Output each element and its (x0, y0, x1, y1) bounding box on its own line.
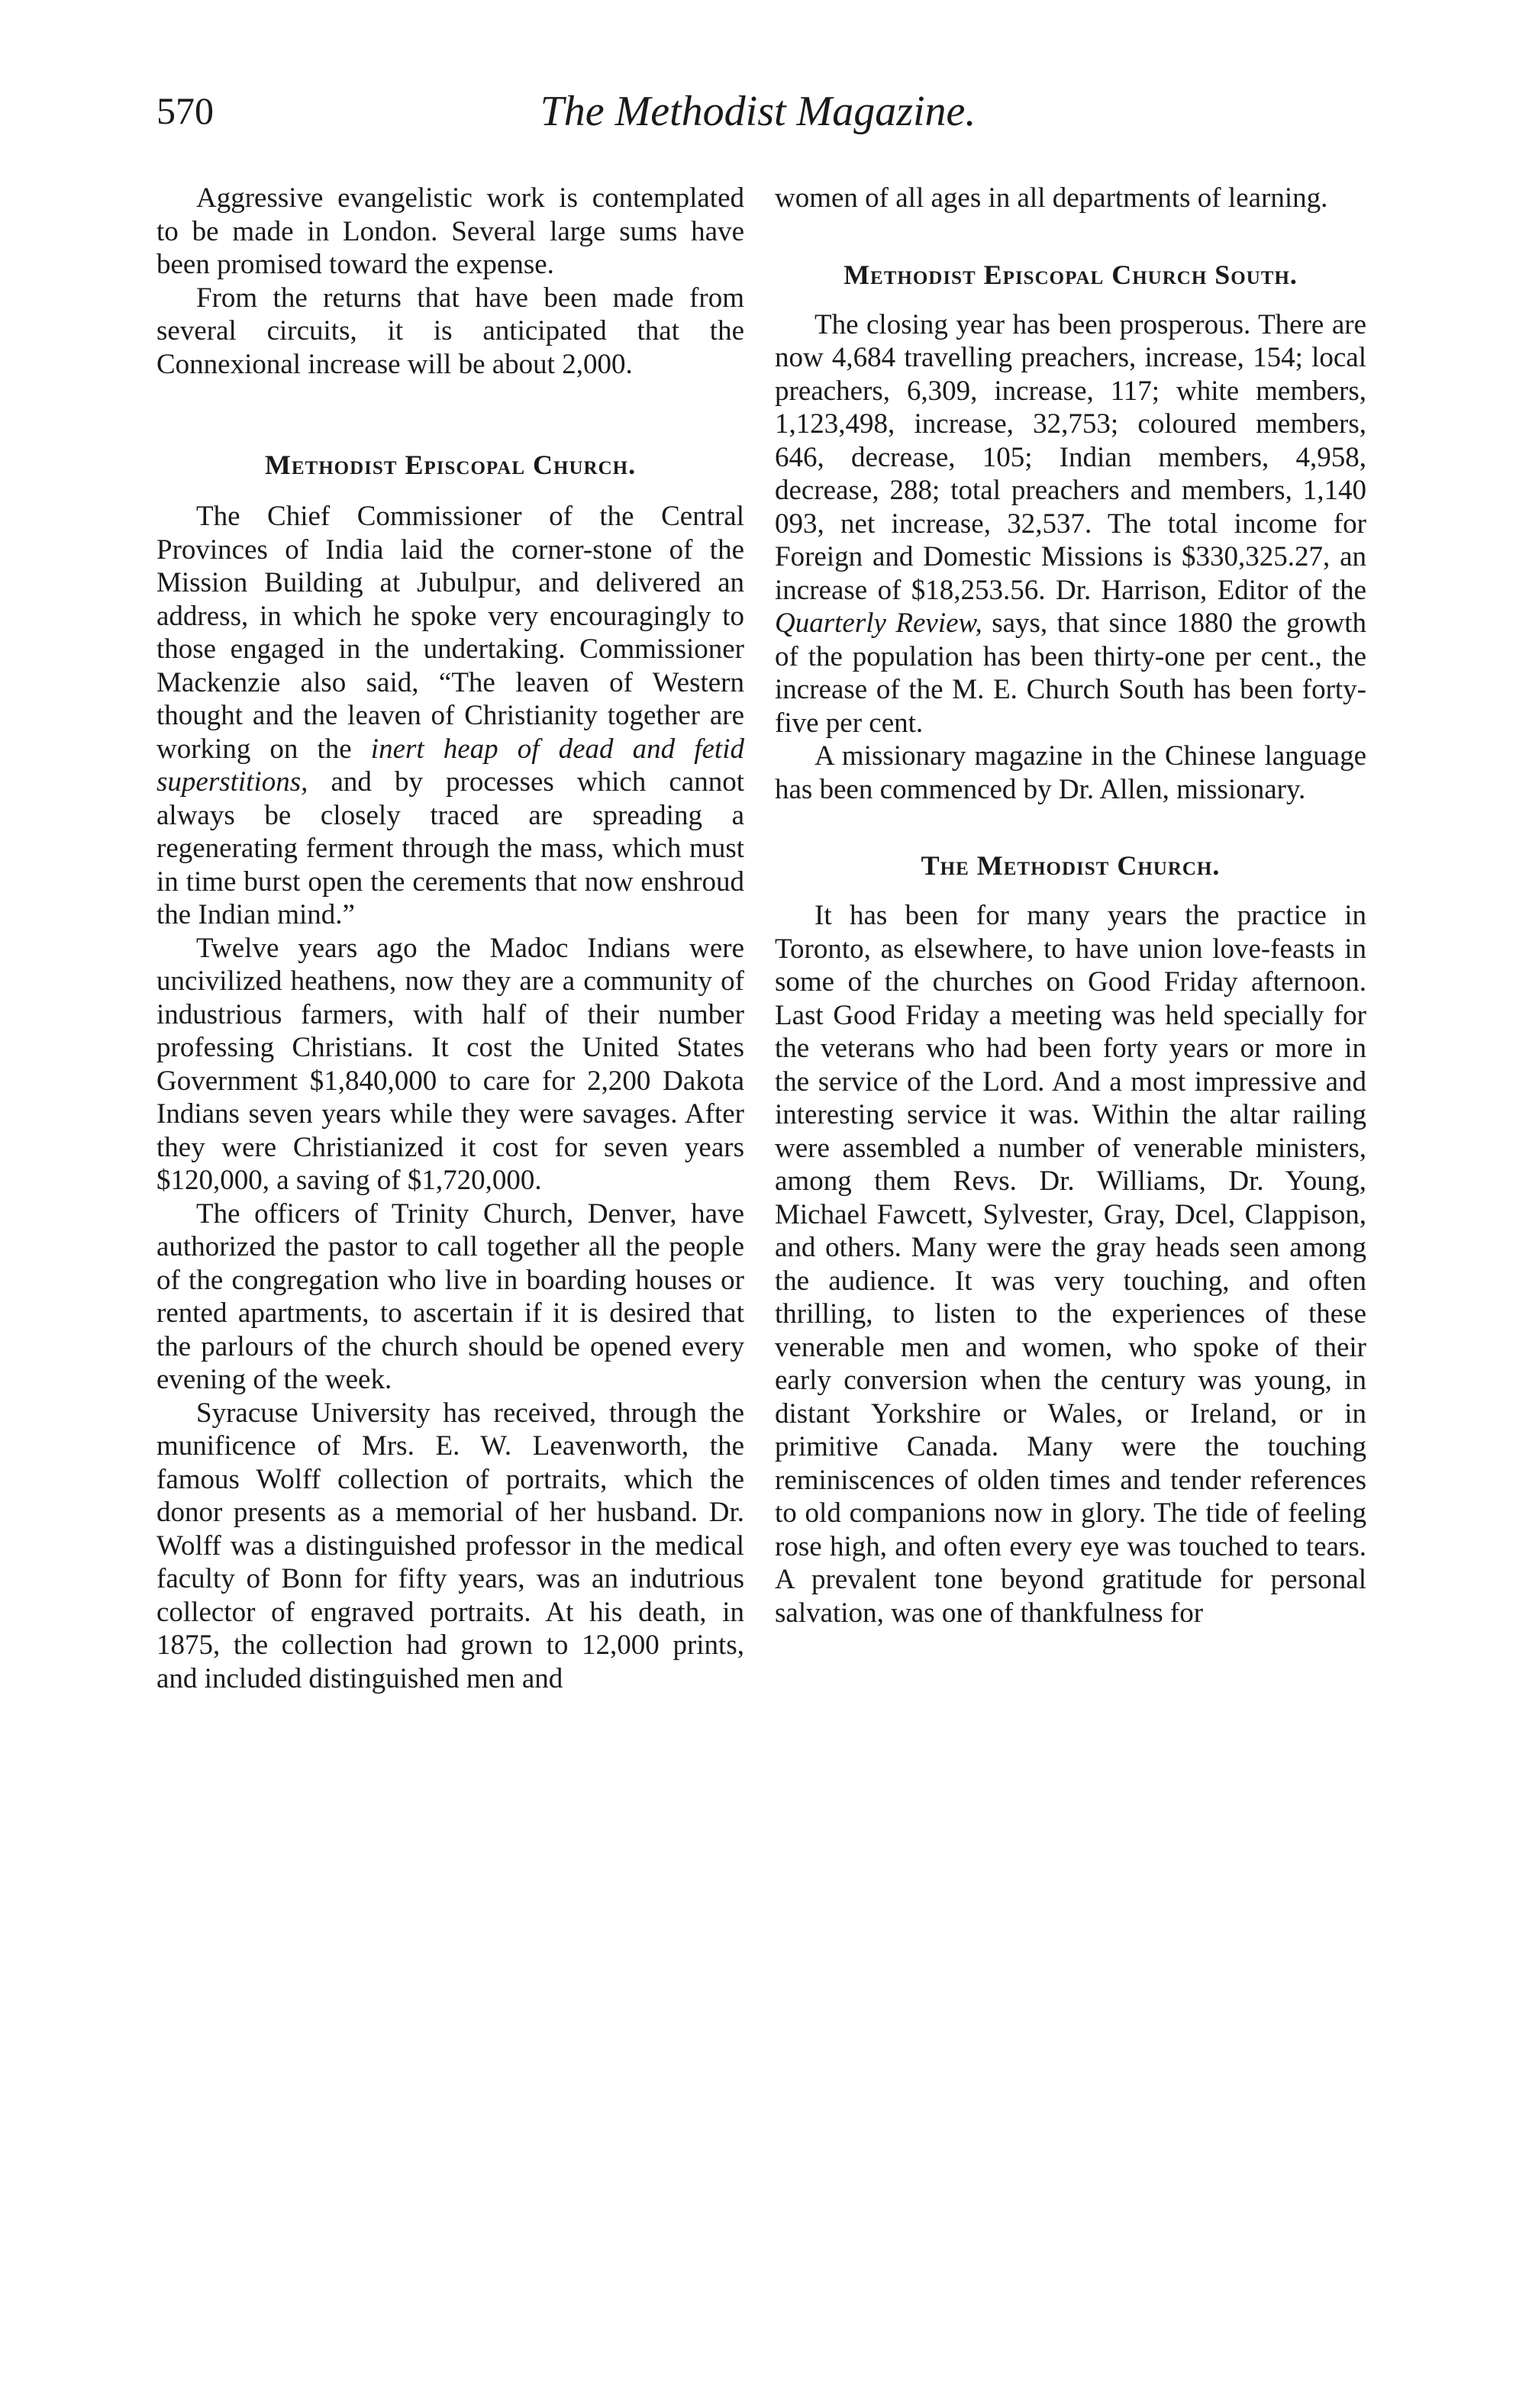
spacer (775, 882, 1366, 899)
paragraph (156, 500, 744, 932)
paragraph: The officers of Trinity Church, Denver, have authorized the pastor to call together all the people of the congregation who live in boarding houses or rented apartments, to ascertain if it is desired that the parlours of the church should be opened every evening of the week. (156, 1198, 744, 1395)
right-column (775, 182, 1366, 1630)
page-number: 570 (156, 89, 214, 132)
spacer (775, 215, 1366, 258)
paragraph: It has been for many years the practice in Toronto, as elsewhere, to have union love-feasts in some of the churches on Good Friday afternoon. Last Good Friday a meeting was held specially for the veterans who had been forty years or more in the service of the Lord. And a most impressive and interesting service it was. Within the altar railing were assembled a number of venerable ministers, among them Revs. Dr. Williams, Dr. Young, Michael Fawcett, Sylvester, Gray, Dcel, Clappison, and others. Many were the gray heads seen among the audience. It was very touching, and often thrilling, to listen to the experiences of these venerable men and women, who spoke of their early conversion when the century was young, in distant Yorkshire or Wales, or Ireland, or in primitive Canada. Many were the touching reminiscences of olden times and tender references to old companions now in glory. The tide of feeling rose high, and often every eye was touched to tears. A prevalent tone beyond gratitude for personal salvation, was one of thankfulness for (775, 900, 1366, 1629)
italic-text-run: Quarterly Review, (775, 608, 982, 639)
paragraph: From the returns that have been made from several circuits, it is anticipated that the Connexional increase will be about 2,000. (156, 282, 744, 380)
running-head: The Methodist Magazine. (540, 88, 976, 135)
text-run: The Chief Commissioner of the Central Provinces of India laid the corner-stone of the Mission Building at Jubulpur, and delivered an address, in which he spoke very encouragingly to those engaged in the undertaking. Commissioner Mackenzie also said, “The leaven of Western thought and the leaven of Christianity together are working on the (156, 501, 744, 765)
spacer (775, 292, 1366, 308)
spacer (156, 482, 744, 500)
spacer (775, 806, 1366, 849)
section-heading: Methodist Episcopal Church. (264, 450, 637, 480)
text-run: says, that since 1880 the growth of the population has been thirty-one per cent., the increase of the M. E. Church South has been forty-five per cent. (775, 608, 1366, 739)
italic-text-run: inert heap of dead and fetid superstitions, (156, 733, 744, 798)
section-heading: The Methodist Church. (921, 850, 1221, 881)
paragraph: Aggressive evangelistic work is contemplated to be made in London. Several large sums have been promised toward the expense. (156, 182, 744, 280)
paragraph (775, 308, 1366, 740)
text-run: and by processes which cannot always be closely traced are spreading a regenerating ferment through the mass, which must in time burst open the cerements that now enshroud the Indian mind.” (156, 766, 744, 930)
paragraph: women of all ages in all departments of learning. (775, 182, 1328, 214)
paragraph: Syracuse University has received, through the munificence of Mrs. E. W. Leavenworth, the famous Wolff collection of portraits, which the donor presents as a memorial of her husband. Dr. Wolff was a distinguished professor in the medical faculty of Bonn for fifty years, was an indutrious collector of engraved portraits. At his death, in 1875, the collection had grown to 12,000 prints, and included distinguished men and (156, 1397, 744, 1694)
spacer (156, 381, 744, 448)
text-run: The closing year has been prosperous. There are now 4,684 travelling preachers, increase, 154; local preachers, 6,309, increase, 117; white members, 1,123,498, increase, 32,753; coloured members, 646, decrease, 105; Indian members, 4,958, decrease, 288; total preachers and members, 1,140 093, net increase, 32,537. The total income for Foreign and Domestic Missions is $330,325.27, an increase of $18,253.56. Dr. Harrison, Editor of the (775, 308, 1366, 606)
paragraph: Twelve years ago the Madoc Indians were uncivilized heathens, now they are a community of industrious farmers, with half of their number professing Christians. It cost the United States Government $1,840,000 to care for 2,200 Dakota Indians seven years while they were savages. After they were Christianized it cost for seven years $120,000, a saving of $1,720,000. (156, 932, 744, 1196)
left-column (156, 182, 744, 1695)
paragraph: A missionary magazine in the Chinese language has been commenced by Dr. Allen, missionary. (775, 740, 1366, 805)
section-heading: Methodist Episcopal Church South. (843, 259, 1298, 290)
